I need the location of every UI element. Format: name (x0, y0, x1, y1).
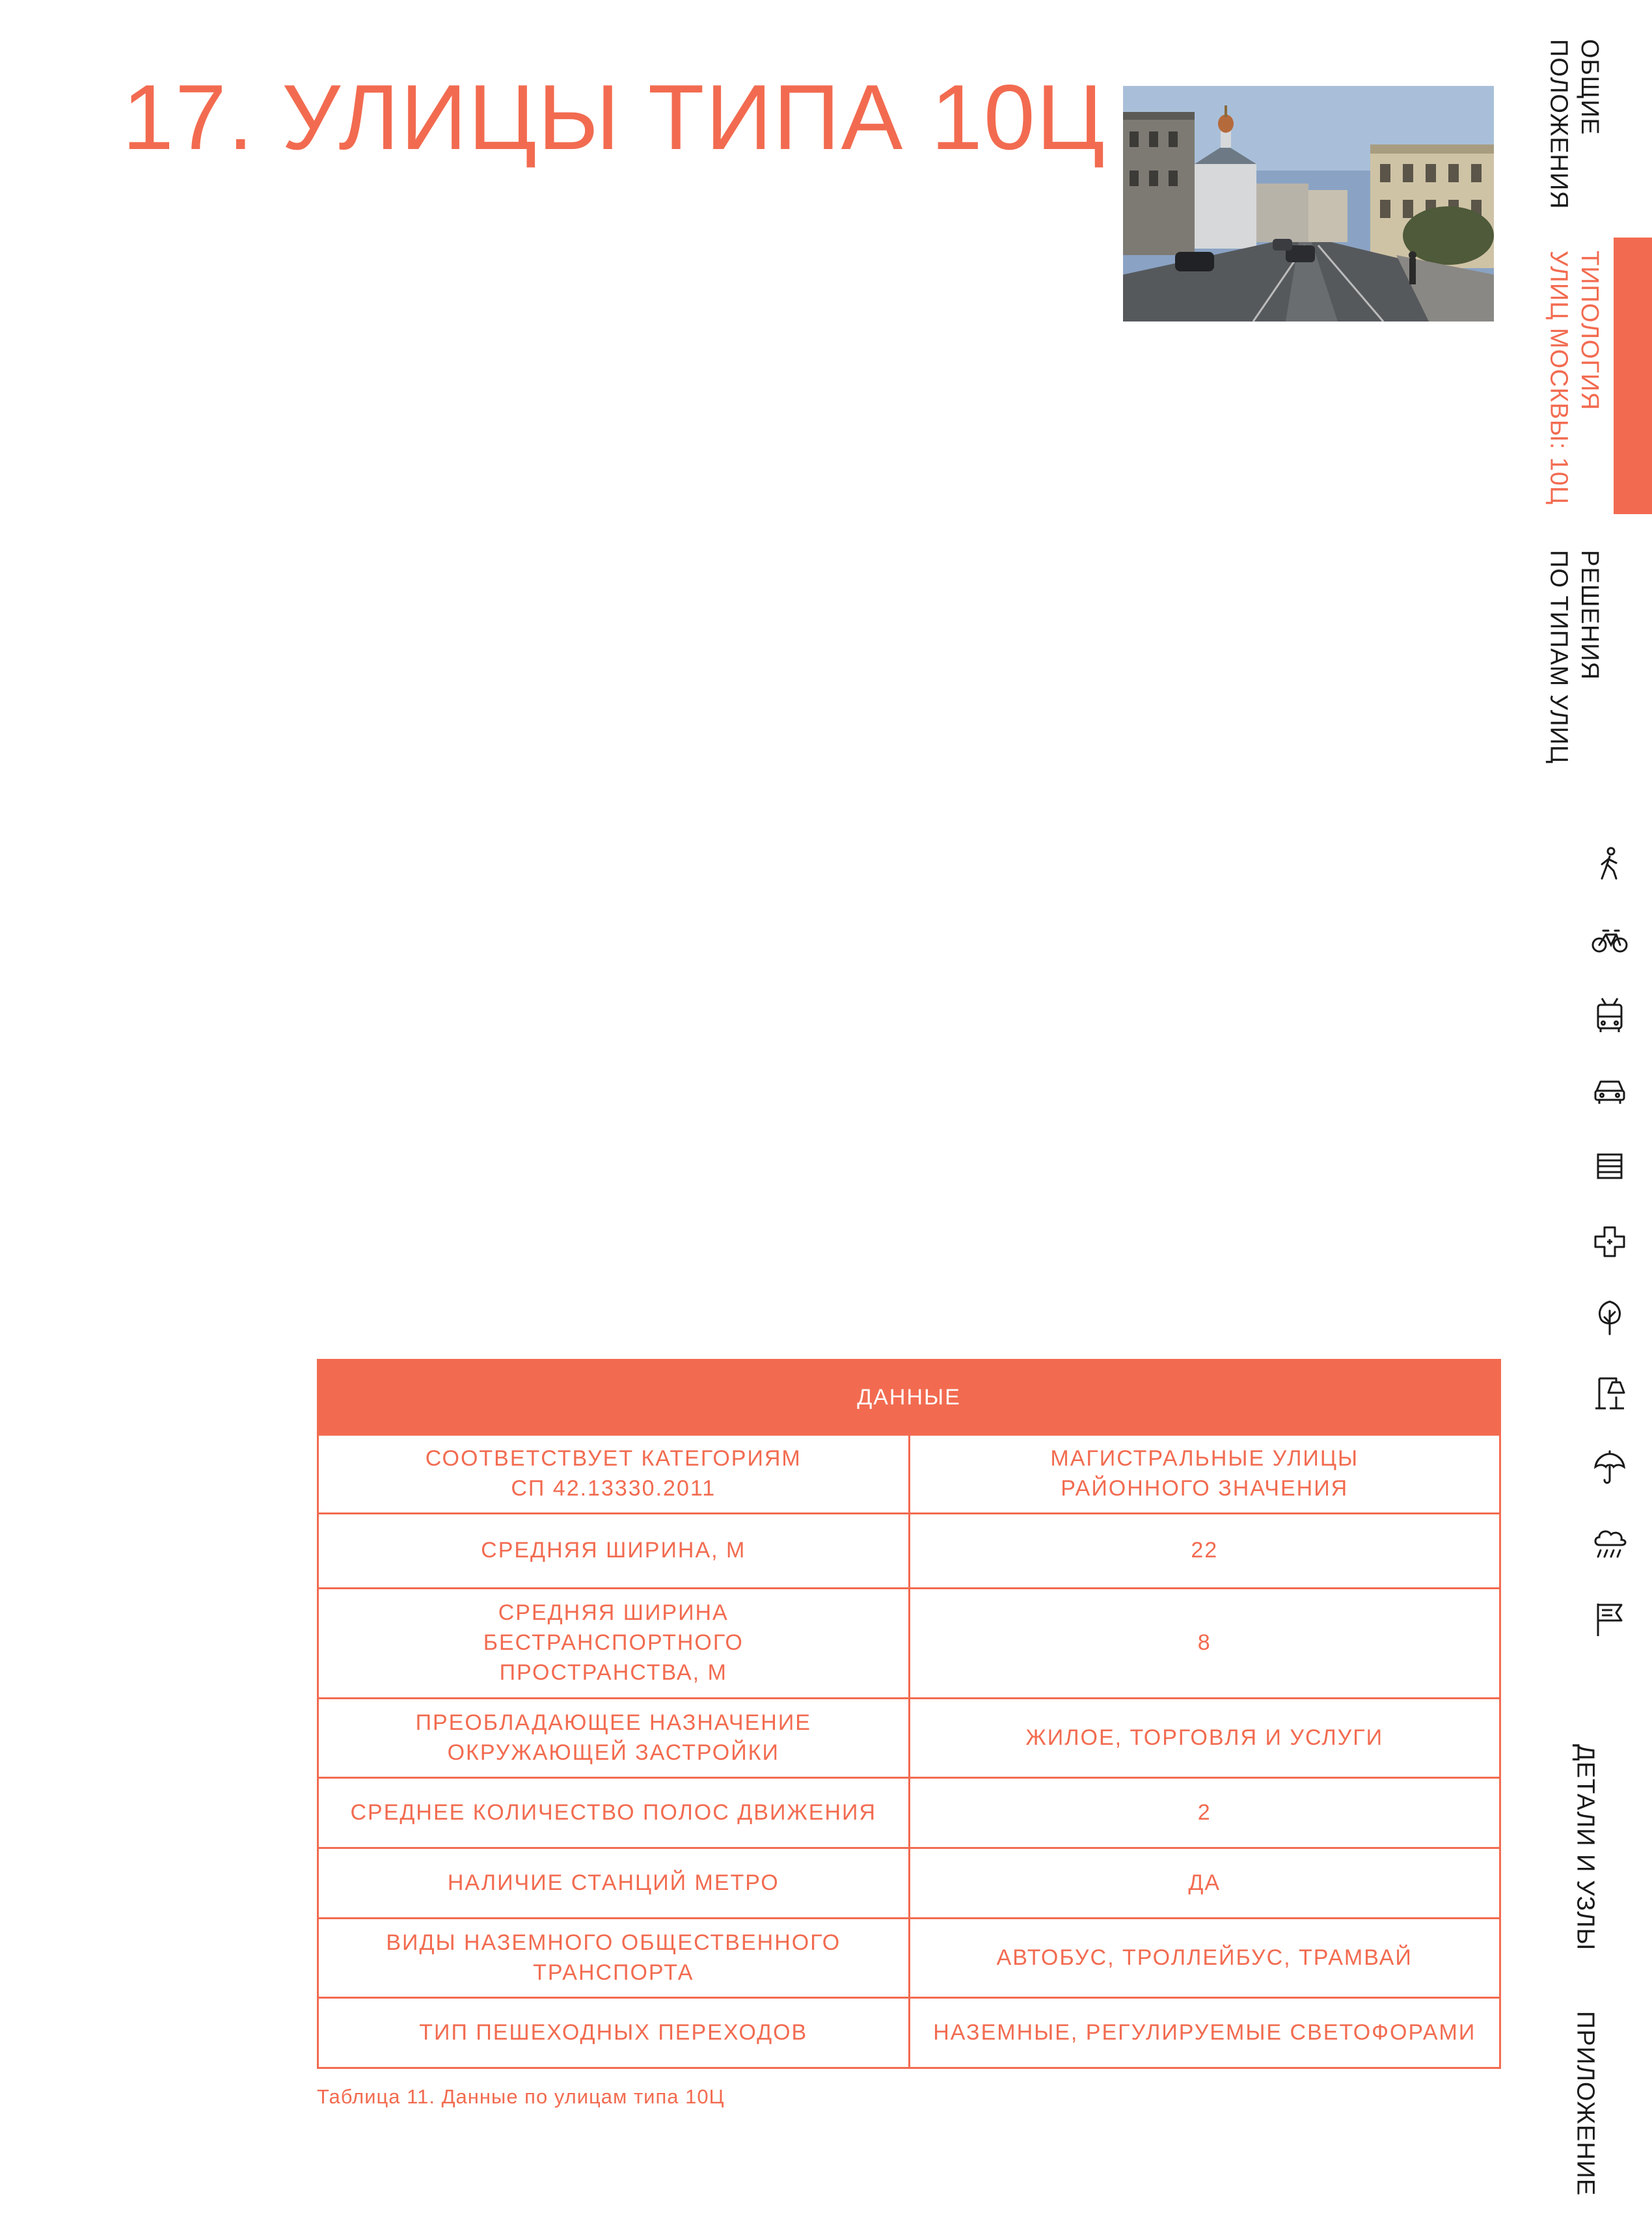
nav-section-general[interactable]: ОБЩИЕ ПОЛОЖЕНИЯ (1545, 39, 1603, 210)
table-row (318, 1919, 1500, 1998)
row-label: СООТВЕТСТВУЕТ КАТЕГОРИЯМ СП 42.13330.2011 (318, 1435, 910, 1514)
street-data-table (317, 1359, 1501, 2069)
flag-icon[interactable] (1590, 1600, 1629, 1639)
pedestrian-icon[interactable] (1590, 845, 1629, 884)
trolleybus-icon[interactable] (1590, 996, 1629, 1035)
row-value: НАЗЕМНЫЕ, РЕГУЛИРУЕМЫЕ СВЕТОФОРАМИ (909, 1998, 1500, 2068)
row-label: ТИП ПЕШЕХОДНЫХ ПЕРЕХОДОВ (318, 1998, 910, 2068)
row-value: ЖИЛОЕ, ТОРГОВЛЯ И УСЛУГИ (909, 1699, 1500, 1778)
table-row (318, 1699, 1500, 1778)
row-label: СРЕДНЯЯ ШИРИНА БЕСТРАНСПОРТНОГО ПРОСТРАНСТВА, М (318, 1589, 910, 1699)
nav-active-marker (1614, 238, 1652, 514)
table-header: ДАННЫЕ (318, 1360, 1500, 1435)
row-label: СРЕДНЯЯ ШИРИНА, М (318, 1514, 910, 1589)
stripes-icon[interactable] (1590, 1147, 1629, 1186)
nav-section-details[interactable]: ДЕТАЛИ И УЗЛЫ (1571, 1744, 1599, 1951)
row-label: НАЛИЧИЕ СТАНЦИЙ МЕТРО (318, 1848, 910, 1919)
table-row (318, 1514, 1500, 1589)
row-value: АВТОБУС, ТРОЛЛЕЙБУС, ТРАМВАЙ (909, 1919, 1500, 1998)
tree-icon[interactable] (1590, 1298, 1629, 1337)
page-title: 17. УЛИЦЫ ТИПА 10Ц (122, 66, 1106, 169)
table-row (318, 1435, 1500, 1514)
table-row (318, 1778, 1500, 1848)
cross-icon[interactable] (1590, 1222, 1629, 1261)
lamp-icon[interactable] (1590, 1373, 1629, 1412)
table-row (318, 1848, 1500, 1919)
nav-section-typology[interactable]: ТИПОЛОГИЯ УЛИЦ МОСКВЫ: 10Ц (1545, 251, 1603, 506)
row-label: ВИДЫ НАЗЕМНОГО ОБЩЕСТВЕННОГО ТРАНСПОРТА (318, 1919, 910, 1998)
table-caption: Таблица 11. Данные по улицам типа 10Ц (317, 2085, 725, 2108)
rain-cloud-icon[interactable] (1590, 1524, 1629, 1563)
bicycle-icon[interactable] (1590, 920, 1629, 959)
row-label: СРЕДНЕЕ КОЛИЧЕСТВО ПОЛОС ДВИЖЕНИЯ (318, 1778, 910, 1848)
table-row (318, 1998, 1500, 2068)
car-icon[interactable] (1590, 1071, 1629, 1110)
table-row (318, 1589, 1500, 1699)
row-value: ДА (909, 1848, 1500, 1919)
nav-section-solutions[interactable]: РЕШЕНИЯ ПО ТИПАМ УЛИЦ (1545, 550, 1603, 765)
row-value: 2 (909, 1778, 1500, 1848)
umbrella-icon[interactable] (1590, 1449, 1629, 1488)
street-photo (1123, 86, 1494, 321)
nav-section-appendix[interactable]: ПРИЛОЖЕНИЕ (1571, 2011, 1599, 2196)
row-label: ПРЕОБЛАДАЮЩЕЕ НАЗНАЧЕНИЕ ОКРУЖАЮЩЕЙ ЗАСТРОЙКИ (318, 1699, 910, 1778)
row-value: 8 (909, 1589, 1500, 1699)
row-value: 22 (909, 1514, 1500, 1589)
row-value: МАГИСТРАЛЬНЫЕ УЛИЦЫ РАЙОННОГО ЗНАЧЕНИЯ (909, 1435, 1500, 1514)
